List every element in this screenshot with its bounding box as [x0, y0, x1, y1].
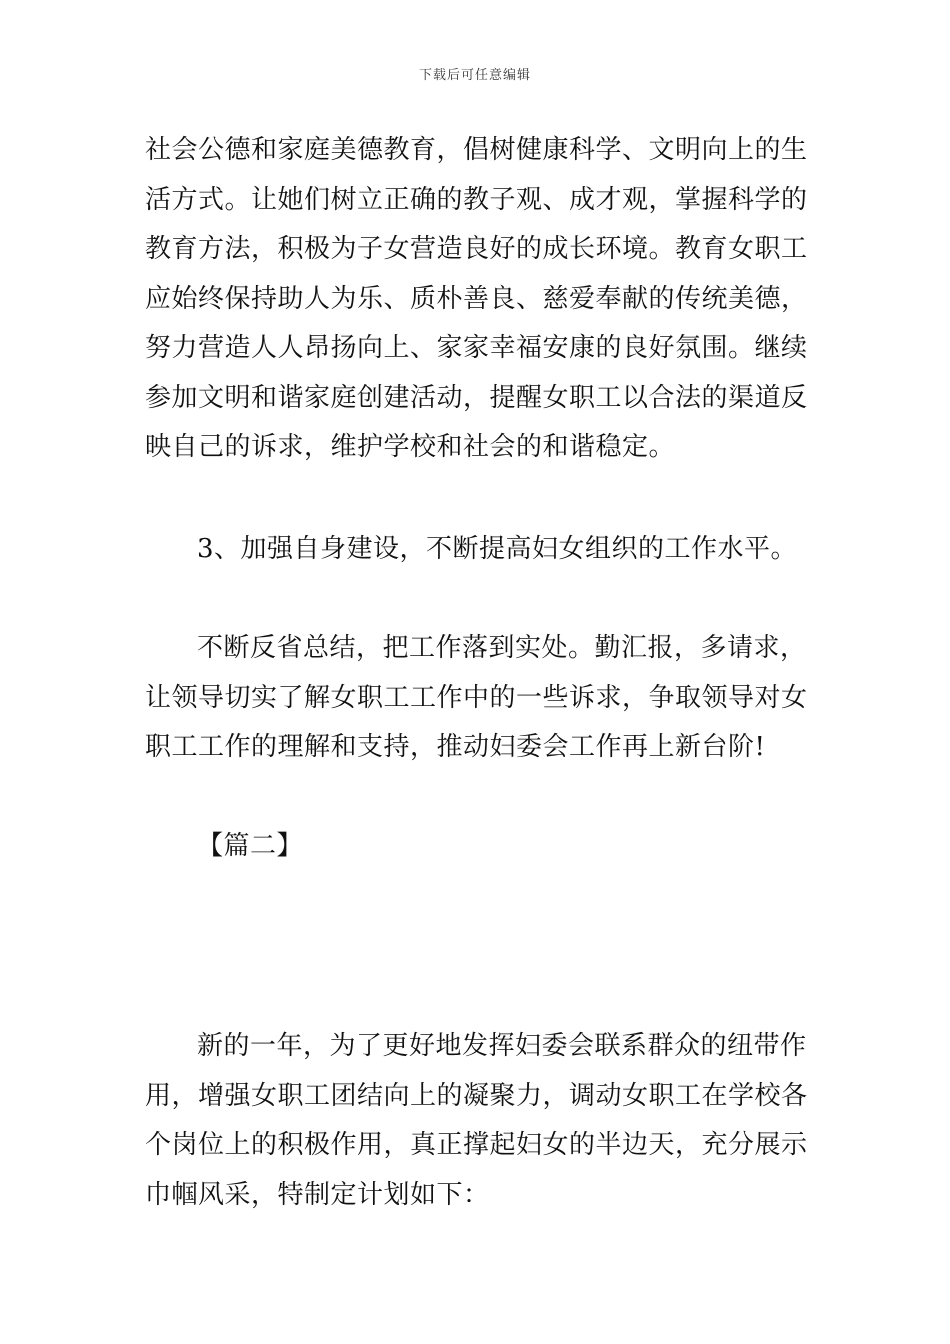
paragraph-new-year-plan — [145, 1022, 807, 1220]
text-line: 【篇二】 — [197, 831, 304, 861]
text-line: 教育方法，积极为子女营造良好的成长环境。教育女职工 — [145, 234, 808, 264]
part-two-heading — [145, 822, 807, 872]
text-line: 应始终保持助人为乐、质朴善良、慈爱奉献的传统美德， — [145, 283, 808, 314]
section-heading-3 — [145, 525, 807, 575]
text-line: 活方式。让她们树立正确的教子观、成才观，掌握科学的 — [145, 184, 808, 215]
text-line: 不断反省总结，把工作落到实处。勤汇报，多请求， — [197, 633, 807, 663]
text-line: 用，增强女职工团结向上的凝聚力，调动女职工在学校各 — [145, 1080, 808, 1111]
text-line: 映自己的诉求，维护学校和社会的和谐稳定。 — [145, 432, 676, 462]
text-line: 个岗位上的积极作用，真正撑起妇女的半边天，充分展示 — [145, 1130, 808, 1160]
text-line: 社会公德和家庭美德教育，倡树健康科学、文明向上的生 — [145, 135, 808, 165]
text-line: 参加文明和谐家庭创建活动，提醒女职工以合法的渠道反 — [145, 382, 808, 413]
text-line: 3、加强自身建设，不断提高妇女组织的工作水平。 — [197, 534, 798, 564]
paragraph-self-improvement — [145, 624, 807, 773]
text-line: 让领导切实了解女职工工作中的一些诉求，争取领导对女 — [145, 682, 808, 713]
text-line: 新的一年，为了更好地发挥妇委会联系群众的纽带作 — [197, 1031, 807, 1061]
text-line: 职工工作的理解和支持，推动妇委会工作再上新台阶! — [145, 732, 766, 762]
page-header-note: 下载后可任意编辑 — [418, 68, 531, 83]
text-line: 努力营造人人昂扬向上、家家幸福安康的良好氛围。继续 — [145, 333, 808, 363]
paragraph-family-virtue — [145, 126, 807, 473]
text-line: 巾帼风采，特制定计划如下： — [145, 1179, 490, 1210]
